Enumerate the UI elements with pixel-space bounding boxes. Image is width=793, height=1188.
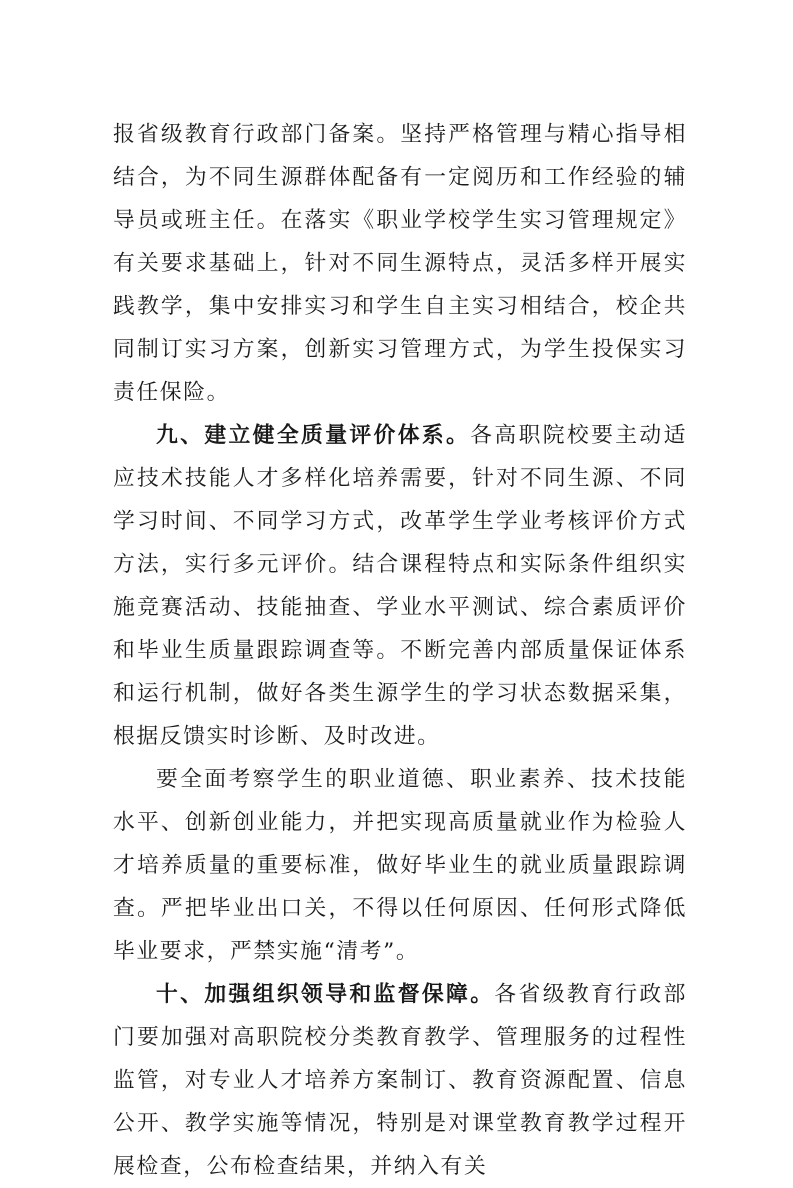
paragraph-text: 各高职院校要主动适应技术技能人才多样化培养需要，针对不同生源、不同学习时间、不同学习方式，改革学生学业考核评价方式方法，实行多元评价。结合课程特点和实际条件组织实施竞赛活动、技能抽查、学业水平测试、综合素质评价和毕业生质量跟踪调查等。不断完善内部质量保证体系和运行机制，做好各类生源学生的学习状态数据采集，根据反馈实时诊断、及时改进。 <box>113 423 687 749</box>
section-heading-ten: 十、加强组织领导和监督保障。 <box>156 982 495 1007</box>
paragraph-text: 各省级教育行政部门要加强对高职院校分类教育教学、管理服务的过程性监管，对专业人才培养方案制订、教育资源配置、信息公开、教学实施等情况，特别是对课堂教育教学过程开展检查，公布检查结果，并纳入有关 <box>113 982 687 1179</box>
section-heading-nine: 九、建立健全质量评价体系。 <box>156 423 471 448</box>
document-body <box>113 113 687 1188</box>
paragraph-student-assessment <box>113 758 687 973</box>
paragraph-internship-management <box>113 113 687 414</box>
paragraph-text: 报省级教育行政部门备案。坚持严格管理与精心指导相结合，为不同生源群体配备有一定阅历和工作经验的辅导员或班主任。在落实《职业学校学生实习管理规定》有关要求基础上，针对不同生源特点，灵活多样开展实践教学，集中安排实习和学生自主实习相结合，校企共同制订实习方案，创新实习管理方式，为学生投保实习责任保险。 <box>113 122 687 405</box>
paragraph-section-ten <box>113 973 687 1188</box>
paragraph-section-nine <box>113 414 687 758</box>
paragraph-text: 要全面考察学生的职业道德、职业素养、技术技能水平、创新创业能力，并把实现高质量就业作为检验人才培养质量的重要标准，做好毕业生的就业质量跟踪调查。严把毕业出口关，不得以任何原因、任何形式降低毕业要求，严禁实施“清考”。 <box>113 767 687 964</box>
